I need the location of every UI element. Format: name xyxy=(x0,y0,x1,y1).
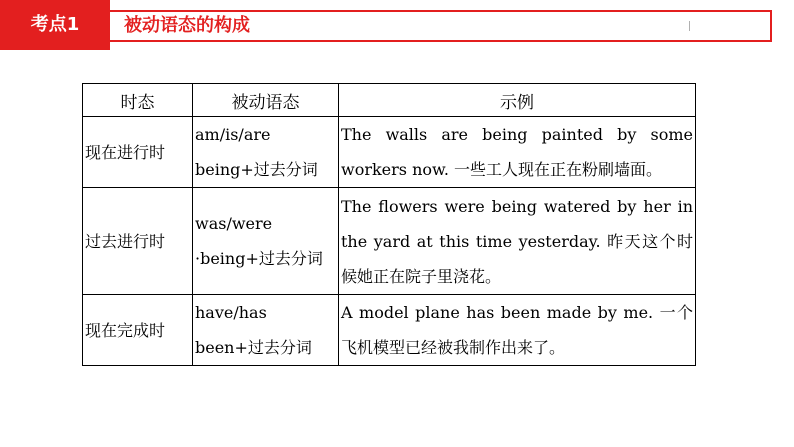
example-cell: The flowers were being watered by her in the yard at this time yesterday. 昨天这个时候她正在院子里浇花。 xyxy=(339,188,696,295)
section-tag: 考点1 xyxy=(0,0,110,50)
header-passive-form: 被动语态 xyxy=(193,84,339,117)
topic-box xyxy=(110,10,772,42)
form-cell: have/has been+过去分词 xyxy=(193,295,339,366)
header-bar xyxy=(0,0,794,50)
topic-title: 被动语态的构成 xyxy=(124,15,250,36)
table-header-row xyxy=(83,84,696,117)
tense-cell: 过去进行时 xyxy=(83,188,193,295)
tense-cell: 现在进行时 xyxy=(83,117,193,188)
header-example: 示例 xyxy=(339,84,696,117)
tense-cell: 现在完成时 xyxy=(83,295,193,366)
example-cell: The walls are being painted by some workers now. 一些工人现在正在粉刷墙面。 xyxy=(339,117,696,188)
table-row xyxy=(83,188,696,295)
grammar-table xyxy=(82,83,696,366)
tick-mark xyxy=(689,21,690,31)
form-cell: am/is/are being+过去分词 xyxy=(193,117,339,188)
form-cell: was/were ·being+过去分词 xyxy=(193,188,339,295)
header-tense: 时态 xyxy=(83,84,193,117)
example-cell: A model plane has been made by me. 一个飞机模型已经被我制作出来了。 xyxy=(339,295,696,366)
table-row xyxy=(83,117,696,188)
table-row xyxy=(83,295,696,366)
